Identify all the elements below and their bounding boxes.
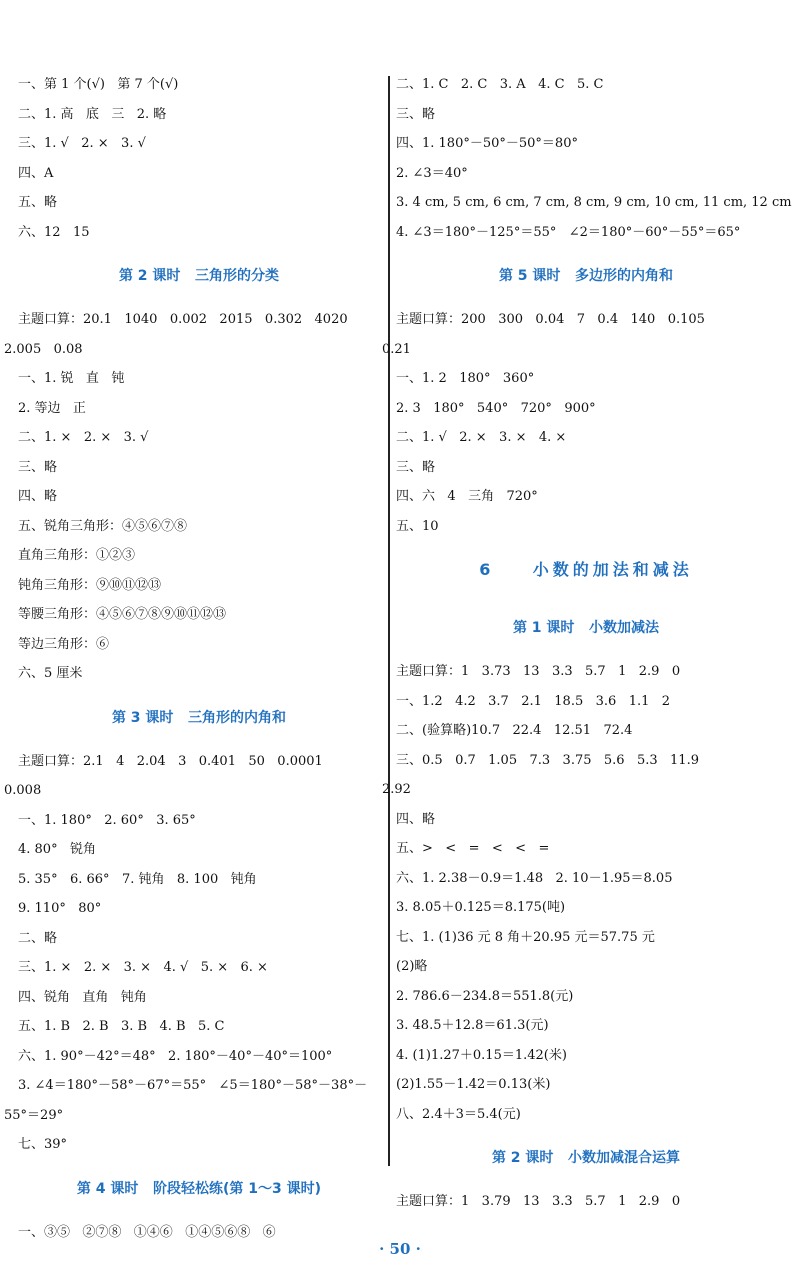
answer-line: 三、0.5 0.7 1.05 7.3 3.75 5.6 5.3 11.9 — [396, 752, 699, 768]
answer-line: 一、1.2 4.2 3.7 2.1 18.5 3.6 1.1 2 — [396, 693, 671, 709]
answer-line: 4. 80° 锐角 — [18, 842, 96, 857]
answer-line: 五、1. B 2. B 3. B 4. B 5. C — [18, 1019, 225, 1034]
section-heading: 第 5 课时 多边形的内角和 — [498, 268, 674, 284]
answer-line: 等边三角形：⑥ — [18, 636, 110, 652]
answer-line: 六、5 厘米 — [18, 666, 83, 681]
answer-line: 一、1. 2 180° 360° — [396, 371, 535, 386]
answer-line: 3. ∠4＝180°－58°－67°＝55° ∠5＝180°－58°－38°－ — [18, 1078, 368, 1093]
column-divider — [388, 76, 390, 1166]
answer-line: 2. 3 180° 540° 720° 900° — [396, 400, 596, 416]
answer-line: 三、略 — [396, 106, 436, 122]
answer-line: 2. ∠3＝40° — [396, 165, 468, 181]
section-heading: 第 1 课时 小数加减法 — [512, 620, 660, 636]
answer-line: 五、锐角三角形：④⑤⑥⑦⑧ — [18, 518, 188, 534]
answer-line: 主题口算：200 300 0.04 7 0.4 140 0.105 — [396, 312, 705, 327]
section-heading: 第 2 课时 小数加减混合运算 — [491, 1150, 681, 1166]
answer-line: 一、第 1 个(√) 第 7 个(√) — [18, 77, 179, 92]
answer-line: 五、略 — [18, 195, 58, 210]
answer-line: (2)略 — [396, 959, 428, 974]
answer-line: 直角三角形：①②③ — [18, 548, 136, 563]
answer-line: 四、六 4 三角 720° — [396, 489, 538, 504]
answer-line: 3. 8.05＋0.125＝8.175(吨) — [396, 900, 566, 915]
answer-line: 四、锐角 直角 钝角 — [18, 989, 147, 1005]
section-heading: 第 3 课时 三角形的内角和 — [111, 709, 287, 726]
answer-line: 二、略 — [18, 930, 58, 946]
answer-line: 主题口算：2.1 4 2.04 3 0.401 50 0.0001 — [18, 753, 323, 769]
answer-line: 2.92 — [382, 782, 411, 797]
answer-line: 二、1. × 2. × 3. √ — [18, 430, 149, 445]
page-number: · 50 · — [379, 1240, 421, 1258]
answer-line: 一、1. 锐 直 钝 — [18, 371, 125, 386]
section-heading: 6 小数的加法和减法 — [479, 560, 693, 579]
answer-line: 钝角三角形：⑨⑩⑪⑫⑬ — [18, 577, 162, 593]
answer-line: 4. ∠3＝180°－125°＝55° ∠2＝180°－60°－55°＝65° — [396, 224, 741, 240]
answer-line: 等腰三角形：④⑤⑥⑦⑧⑨⑩⑪⑫⑬ — [18, 607, 227, 622]
answer-line: 七、1. (1)36 元 8 角＋20.95 元＝57.75 元 — [396, 929, 655, 945]
answer-line: 四、略 — [18, 489, 58, 504]
answer-line: 2.005 0.08 — [4, 341, 83, 357]
answer-line: 二、(验算略)10.7 22.4 12.51 72.4 — [396, 723, 633, 738]
answer-line: 0.21 — [382, 341, 411, 357]
answer-line: 3. 4 cm, 5 cm, 6 cm, 7 cm, 8 cm, 9 cm, 10 cm, 11 cm, 12 cm — [396, 195, 792, 210]
answer-line: 五、10 — [396, 518, 439, 534]
answer-line: 四、略 — [396, 811, 436, 827]
answer-line: 主题口算：1 3.73 13 3.3 5.7 1 2.9 0 — [396, 664, 681, 679]
answer-line: 四、1. 180°－50°－50°＝80° — [396, 136, 578, 151]
answer-line: 二、1. C 2. C 3. A 4. C 5. C — [396, 77, 604, 92]
answer-line: 六、1. 2.38－0.9＝1.48 2. 10－1.95＝8.05 — [396, 870, 673, 886]
section-heading: 第 2 课时 三角形的分类 — [118, 268, 280, 284]
section-heading: 第 4 课时 阶段轻松练(第 1～3 课时) — [76, 1180, 322, 1197]
answer-line: 三、1. × 2. × 3. × 4. √ 5. × 6. × — [18, 960, 268, 975]
answer-line: 9. 110° 80° — [18, 901, 102, 916]
answer-line: (2)1.55－1.42＝0.13(米) — [396, 1077, 551, 1092]
answer-line: 2. 786.6－234.8＝551.8(元) — [396, 988, 574, 1004]
answer-line: 六、12 15 — [18, 224, 90, 240]
answer-line: 2. 等边 正 — [18, 400, 86, 416]
answer-line: 一、1. 180° 2. 60° 3. 65° — [18, 812, 196, 828]
answer-line: 3. 48.5＋12.8＝61.3(元) — [396, 1018, 549, 1033]
answer-line: 三、略 — [396, 459, 436, 475]
answer-line: 5. 35° 6. 66° 7. 钝角 8. 100 钝角 — [18, 871, 257, 887]
answer-line: 一、③⑤ ②⑦⑧ ①④⑥ ①④⑤⑥⑧ ⑥ — [18, 1224, 276, 1240]
answer-line: 六、1. 90°－42°＝48° 2. 180°－40°－40°＝100° — [18, 1048, 333, 1064]
answer-line: 主题口算：1 3.79 13 3.3 5.7 1 2.9 0 — [396, 1194, 681, 1209]
answer-line: 三、略 — [18, 459, 58, 475]
answer-line: 五、> < = < < = — [396, 841, 550, 856]
answer-line: 4. (1)1.27＋0.15＝1.42(米) — [396, 1047, 567, 1063]
answer-line: 55°＝29° — [4, 1107, 64, 1123]
answer-line: 四、A — [18, 165, 54, 181]
answer-line: 0.008 — [4, 783, 42, 798]
answer-line: 二、1. 高 底 三 2. 略 — [18, 106, 167, 122]
answer-line: 八、2.4＋3＝5.4(元) — [396, 1106, 521, 1122]
right-column — [382, 70, 792, 1217]
answer-line: 七、39° — [18, 1137, 68, 1152]
answer-line: 二、1. √ 2. × 3. × 4. × — [396, 430, 567, 445]
left-column — [4, 70, 380, 1247]
answer-line: 三、1. √ 2. × 3. √ — [18, 136, 146, 151]
answer-line: 主题口算：20.1 1040 0.002 2015 0.302 4020 — [18, 312, 348, 327]
